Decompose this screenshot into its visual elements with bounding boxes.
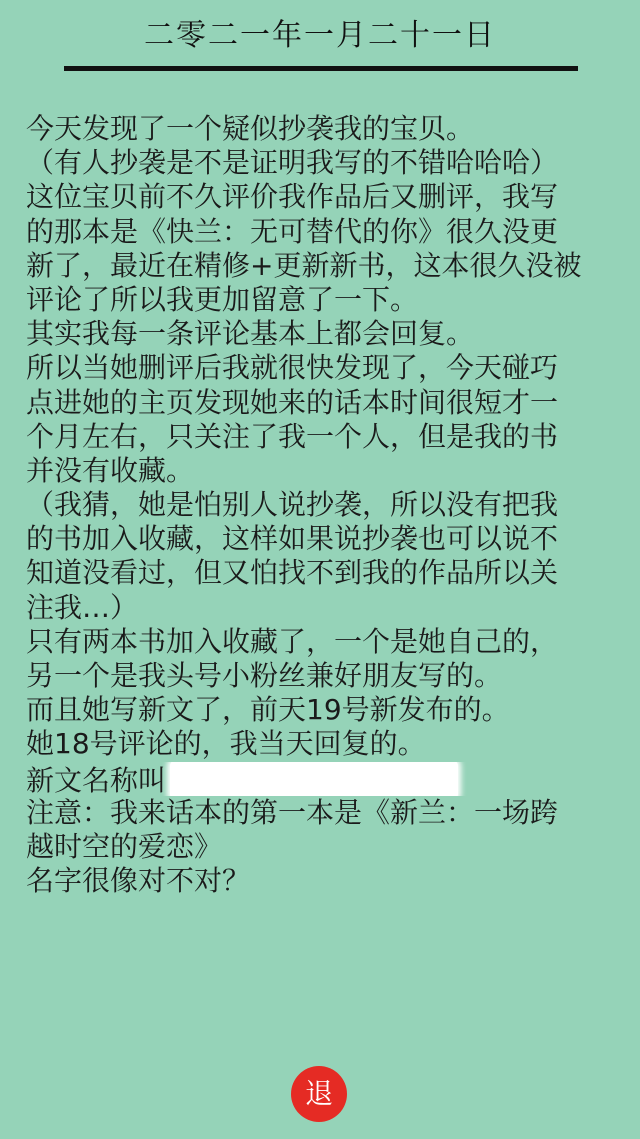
text-line: 只有两本书加入收藏了，一个是她自己的， bbox=[26, 624, 559, 658]
new-title-label: 新文名称叫 bbox=[26, 763, 167, 796]
redacted-title-block bbox=[170, 762, 458, 796]
text-line: 她18号评论的，我当天回复的。 bbox=[26, 727, 426, 761]
text-line: 新了，最近在精修+更新新书，这本很久没被 bbox=[26, 248, 582, 282]
text-line: 而且她写新文了，前天19号新发布的。 bbox=[26, 693, 510, 727]
text-line: 并没有收藏。 bbox=[26, 453, 195, 487]
text-line: 其实我每一条评论基本上都会回复。 bbox=[26, 317, 475, 351]
text-line: 名字很像对不对？ bbox=[26, 864, 251, 898]
text-line: 个月左右，只关注了我一个人，但是我的书 bbox=[26, 419, 559, 453]
text-line: 越时空的爱恋》 bbox=[26, 829, 223, 863]
text-line: （我猜，她是怕别人说抄袭，所以没有把我 bbox=[26, 488, 559, 522]
text-line-with-redaction bbox=[26, 762, 626, 796]
text-line: 的那本是《快兰：无可替代的你》很久没更 bbox=[26, 214, 559, 248]
text-line: （有人抄袭是不是证明我写的不错哈哈哈） bbox=[26, 146, 559, 180]
text-line: 所以当她删评后我就很快发现了，今天碰巧 bbox=[26, 351, 559, 385]
text-line: 知道没看过，但又怕找不到我的作品所以关 bbox=[26, 556, 559, 590]
text-line: 注意：我来话本的第一本是《新兰：一场跨 bbox=[26, 795, 559, 829]
date-title: 二零二一年一月二十一日 bbox=[144, 18, 496, 53]
text-line: 点进她的主页发现她来的话本时间很短才一 bbox=[26, 385, 559, 419]
text-line: 今天发现了一个疑似抄袭我的宝贝。 bbox=[26, 112, 475, 145]
text-line: 的书加入收藏，这样如果说抄袭也可以说不 bbox=[26, 522, 559, 556]
text-line: 另一个是我头号小粉丝兼好朋友写的。 bbox=[26, 659, 503, 692]
text-line: 注我…） bbox=[26, 590, 139, 624]
title-divider bbox=[64, 66, 578, 71]
text-line: 这位宝贝前不久评价我作品后又删评，我写 bbox=[26, 180, 559, 214]
text-line: 评论了所以我更加留意了一下。 bbox=[26, 282, 419, 316]
back-stamp-button[interactable]: 退 bbox=[291, 1066, 347, 1122]
note-body bbox=[26, 112, 626, 898]
